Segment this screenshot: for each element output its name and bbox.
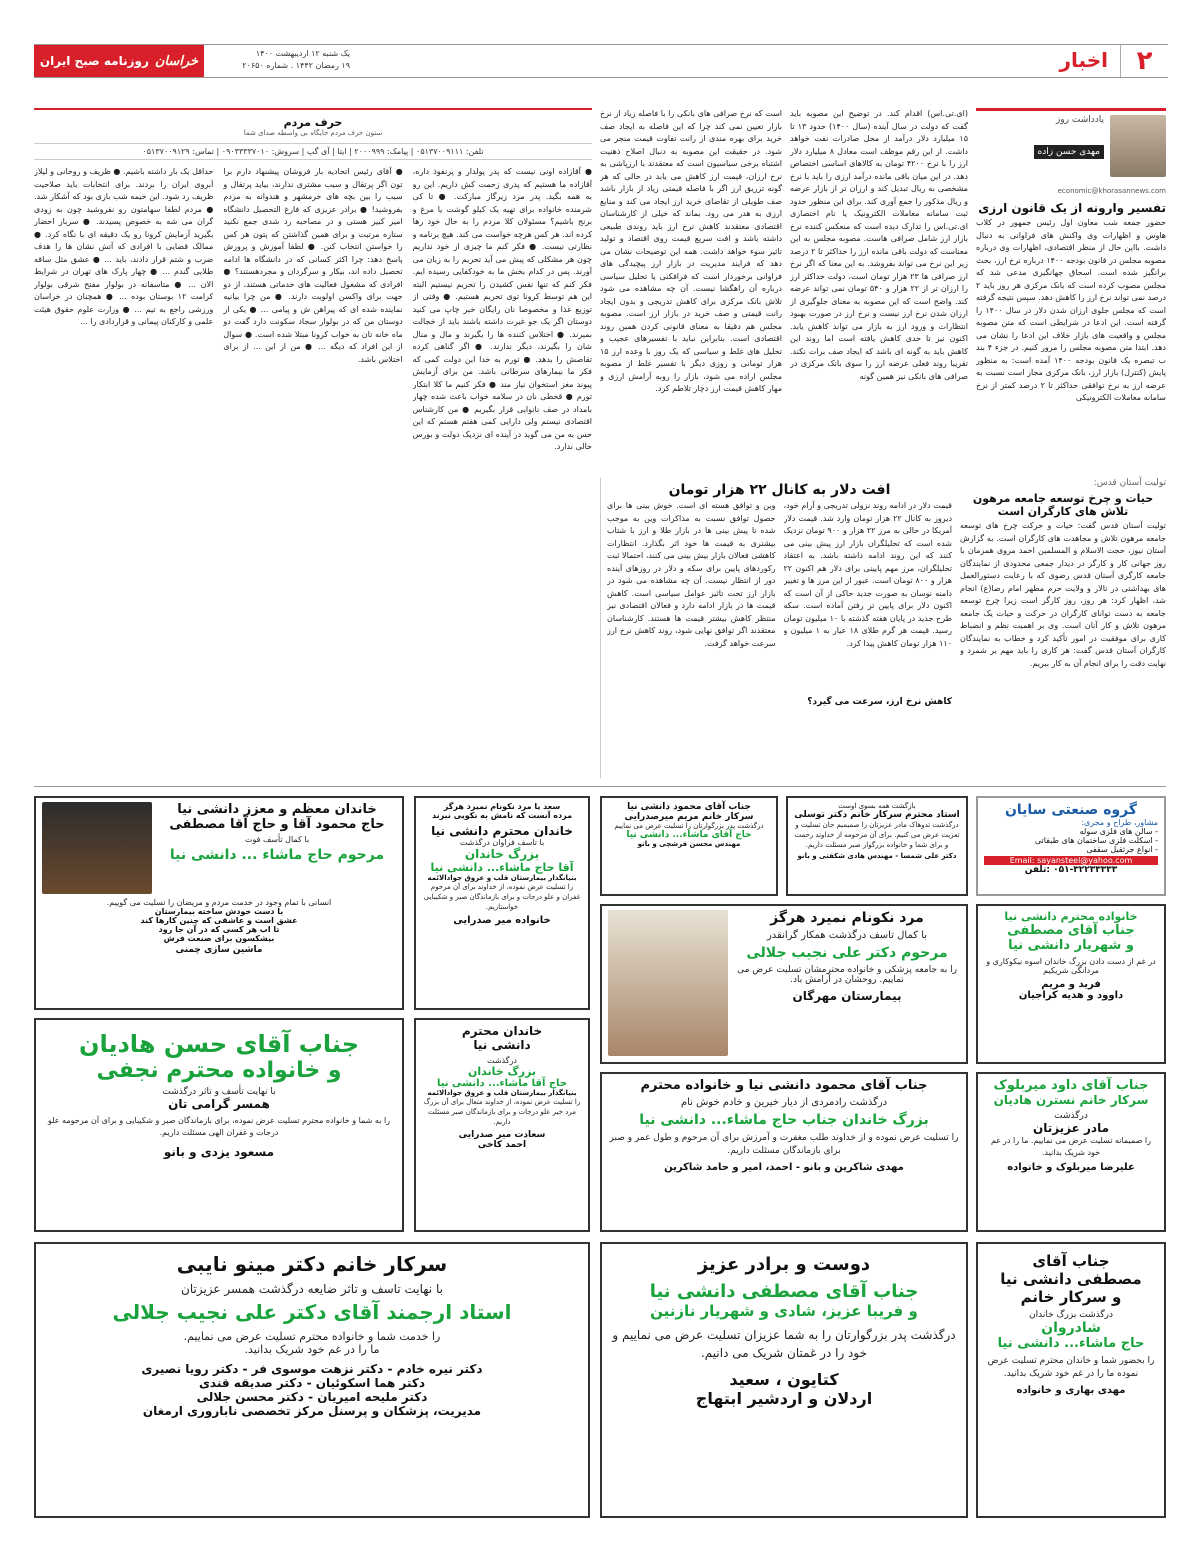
author-name: مهدی حسن زاده [1034,145,1104,159]
saad-green2: آقا حاج ماشاء... دانشی نیا [430,861,574,874]
newspaper-logo [34,45,204,77]
divider [34,786,1166,787]
farivar-l1: جناب آقای مصطفی [1007,923,1135,938]
sayan-email: Email: sayansteel@yahoo.com [984,856,1158,865]
dollar-article [600,478,952,778]
photo-p3: تا اب هر کسی که در آن جا رود [158,925,280,934]
note-body-end: است که نرخ صرافی های بانکی را با فاصله زیاد از نرخ بازار تعیین نمی کند چرا که این فاصله به ایجاد صف خرید برای بهره مندی از رانت تفاوت قیمت منجر می شود. در حقیقت این مصوبه به دنبال اصلاح ذهنیت اشتباه برخی سیاسیون است که معتقدند با ارزپاشی به نرخ ارزان، قیمت ارز کاهش می یابد در حالی که هر گونه تزریق ارز اگر با فاصله قیمتی زیاد از بازار باشد صف طویلی از تقاضای خرید ارز ایجاد می کند و منابع ارزی به هدر می رود. بماند که خیلی از کارشناسان اقتصادی معتقدند کاهش نرخ ارز باید روندی طبیعی داشته باشد و افت سریع قیمت روی اقتصاد و تولید تاثیر سوء خواهد داشت. همه این توضیحات نشان می دهد که فرایند مدیریت در بازار ارز پیچیدگی های فراوانی برخوردار است که فرافکنی یا تحلیل سیاسی درباره آن راهگشا نیست. آن چه مشاهده می شود تلاش بانک مرکزی برای کاهش تدریجی و بدون ایجاد رانت قیمتی و صف خرید در بازار ارز است. مصوبه مجلس هم دقیقا به معنای قانونی کردن همین روند اقتصادی است. بنابراین نباید با تفسیرهای عجیب و تحلیل های غلط و سیاسی که یک روز با وعده ارز ۱۵ هزار تومانی و روزی دیگر با تفسیر غلط از مصوبه مجلس اراده می شود، بازار را روبه آرامش ارزی و مهار کاهش قیمت ارز دچار تلاطم کرد. [600,109,782,393]
ad-tavasoli [786,796,968,896]
mahmoud1-title: جناب آقای محمود دانشی نیا [627,802,751,812]
farivar-title: خانواده محترم دانشی نیا [1004,910,1138,923]
article-body: تولیت آستان قدس گفت: حیات و حرکت چرخ های توسعه جامعه مرهون تلاش و مجاهدت های کارگران است. به گزارش آستان نیوز، حجت الاسلام و المسلمین احمد مروی همزمان با روز جهانی کار و کارگر در دیدار جمعی محدودی از نمایندگان جامعه کارگری آستان قدس رضوی که با رعایت دستورالعمل های بهداشتی در تالار و ولایت حرم مطهر امام رضا(ع) انجام شد، اظهار کرد: هر روز، روز کارگر است زیرا چرخ توسعه جامعه به دست توانای کارگران در حرکت و حیات یک جامعه مرهون تلاش و کار آنان است. وی بر اهمیت نظم و انضباط کاری برای موفقیت در امور تأکید کرد و خطاب به نمایندگان کارگران آستان قدس گفت: هر کاری را باید مهم بر شمرد و نهایت دقت را برای انجام آن به کار ببریم. [960,521,1166,668]
mohtaram-bold: بنیانگذار بیمارستان قلب و عروق جوادالائمه [427,1089,577,1097]
deceased-photo [42,802,152,894]
dollar-subhead: کاهش نرخ ارز، سرعت می گیرد؟ [807,697,952,707]
mostafa-sign: مهدی بهاری و خانواده [1016,1385,1126,1396]
farivar-sign2: داوود و هدیه کراجیان [1018,990,1124,1001]
saad-sign: خانواده میر صدرایی [453,915,551,926]
sayan-l4: - انواع جرثقیل سقفی [1086,845,1158,854]
hadian-bold: همسر گرامی تان [168,1097,270,1111]
minou-s2: دکتر هما اسکوئیان - دکتر صدیقه قندی [198,1376,426,1390]
mirbolouk-sign: علیرضا میربلوک و خانواده [1007,1162,1135,1173]
sayan-l3: - اسکلت فلزی ساختمان های طبقاتی [1034,836,1158,845]
dust-title: دوست و برادر عزیز [697,1254,871,1275]
dollar-title: افت دلار به کانال ۲۲ هزار تومان [668,482,891,498]
sayan-title: گروه صنعتی سایان [1004,802,1138,818]
mostafa-title2: مصطفی دانشی نیا [1000,1270,1142,1288]
hadian-title: جناب آقای حسن هادیان [78,1030,360,1058]
article-title: حیات و چرخ توسعه جامعه مرهون تلاش های کارگران است [972,492,1154,518]
mahmoud1-green: حاج آقای ماشاء... دانشی نیا [626,830,752,840]
note-body: حضور جمعه شب معاون اول رئیس جمهور در کلاب هاوس و اظهارات وی واکنش های فراوانی به دنبال داشت. بااین حال از منظر اقتصادی، اظهارات وی درباره مصوبه مجلس در قانون بودجه ۱۴۰۰ درباره نرخ ارز، بحث برانگیز شده است. اسحاق جهانگیری مدعی شد که مجلس مصوب کرده است که بانک مرکزی هر روز باید ۲ درصد نمی تواند نرخ ارز را کاهش دهد. سپس نتیجه گرفته است که مجلس جلوی ارزان شدن دلار در سال ۱۴۰۰ را گرفته است. این ادعا در شرایطی است که متن مصوبه مجلس و واقعیت های بازار خلاف این ادعا را نشان می دهد. ابتدا متن مصوبه مجلس را مرور کنیم. در جزء ۴ بند ب تبصره یک قانون بودجه ۱۴۰۰ آمده است: به منظور پایش (کنترل) بازار ارز، بانک مرکزی مجاز است نسبت به عرضه ارز به نرخ توافقی حداکثر تا ۲ درصد کمتر از نرخ سامانه معاملات الکترونیکی [976,218,1166,402]
hadian-sub: با نهایت تأسف و تاثر درگذشت [162,1087,276,1097]
tavasoli-top: بازگشت همه بسوی اوست [838,802,916,810]
mirbolouk-body: درگذشت [1054,1111,1088,1121]
logo-tagline: روزنامه صبح ایران [39,54,149,68]
farivar-sign1: فرید و مریم [1041,979,1101,990]
saad-body2: را تسلیت عرض نموده، از خداوند برای آن مرحوم غفران و علو درجات و برای بازماندگان صبر و شکیبایی خواستاریم. [423,883,581,911]
minou-s1: دکتر نیره خادم - دکتر نزهت موسوی فر - دکتر رویا نصیری [141,1362,483,1376]
date-issue: ۱۹ رمضان ۱۴۴۲ . شماره ۲۰۶۵۰ [242,61,350,70]
ad-photo-memorial [34,796,404,1010]
saad-top: سعد یا مرد نکونام نمیرد هرگز [443,802,561,811]
minou-body2: ما را در غم خود شریک بدانید. [244,1343,380,1356]
ad-hadian [34,1018,404,1232]
sayan-l2: - سالن های فلزی سوله [1079,827,1158,836]
jalali-body: را به جامعه پزشکی و خانواده محترمشان تسلیت عرض می نماییم. روحشان در آرامش باد. [737,965,957,985]
people-voice-col-2: ● آقای رئیس اتحادیه بار فروشان پیشنهاد دارم برا تون اگر پرتقال و سیب مشتری ندارند، بیاید پرتقال و سیب را بین بچه های خرمشهر و هندوانه به مردم بفروشید! ● برادر عزیزی که فارغ التحصیل دانشگاه امیر کبیر هستی و در مصاحبه رد شدی جمع نکنید ستاره مرتبت و برای همین گذاشتن که پتون هر کس را خواستن انتخاب کنن. ● لطفا آموزش و پرورش پاسخ دهد: چرا اکثر کسانی که در دانشگاه ها ادامه تحصیل داده اند، بیکار و سرگردان و مجردهستند؟ ● افرادی که مشغول فعالیت های خدماتی هستند، از دو جهت برای واکسن اولویت دارند. ● من چرا بیانیه نماینده شده ای که پیراهن ش و پیامی ... ● یکی از دوستان من که در بولوار سجاد سکونت دارد گفت دو ماه خانه تان به خواب کرونا مبتلا شده است. ● سوال از این افراد که دیگه ... ● من از این ... از برای اختلاس باشد. [223,167,403,364]
minou-green: استاد ارجمند آقای دکتر علی نجیب جلالی [112,1300,512,1324]
ad-saad [414,796,590,1010]
mostafa-green2: حاج ماشاء... دانشی نیا [997,1336,1145,1351]
people-voice-contacts: تلفن: ۰۵۱۳۷۰۰۹۱۱۱ | پیامک: ۲۰۰۰۹۹۹ | ایتا | آی گپ | سروش: ۰۹۰۳۳۳۳۷۰۱۰ | تماس: ۰۵۱۳۷۰۰۹۱۲۹ [34,143,592,160]
ad-mahmoud-2 [600,1072,968,1232]
mirbolouk-title: جناب آقای داود میربلوک [993,1078,1149,1093]
hadian-body: را به شما و خانواده محترم تسلیت عرض نموده، برای بازماندگان صبر و شکیبایی و برای آن مرحومه علو درجات و غفران الهی مسئلت داریم. [47,1116,391,1137]
mahmoud2-sign: مهدی شاکرین و بانو - احمد، امیر و حامد شاکرین [664,1162,904,1173]
people-voice-section [34,108,592,758]
note-kicker: یادداشت روز [1055,115,1104,125]
mahmoud2-sub: درگذشت رادمردی از دیار خیرین و خادم خوش نام [680,1097,888,1108]
photo-p1: با دست خودش ساخته بیمارستان [154,907,284,916]
mohtaram-sign1: سعادت میر صدرایی [458,1130,546,1140]
day-note-column [976,108,1166,464]
page-number: ۲ [1120,45,1168,77]
author-photo [1110,115,1166,177]
mahmoud1-sign: مهندس محسن فرشچی و بانو [637,840,741,848]
section-title: اخبار [1059,48,1108,72]
photo-title2: حاج محمود آقا و حاج آقا مصطفی [169,817,385,832]
dust-sign2: اردلان و اردشیر ابتهاج [695,1389,873,1408]
mohtaram-green2: حاج آقا ماشاء... دانشی نیا [436,1078,568,1089]
mostafa-green: شادروان [1041,1320,1101,1336]
people-voice-title: حرف مردم [283,116,343,129]
mostafa-title: جناب آقای [1032,1252,1110,1270]
note-title: تفسیر وارونه از یک قانون ارزی [978,201,1166,215]
ad-mohtaram [414,1018,590,1232]
mahmoud2-title: جناب آقای محمود دانشی نیا و خانواده محترم [640,1078,928,1093]
mohtaram-body: را تسلیت عرض نموده، از خداوند متعال برای آن بزرگ مرد خیر علو درجات و برای بازماندگان صبر مسئلت داریم. [423,1098,581,1126]
mirbolouk-body2: را صمیمانه تسلیت عرض می نماییم. ما را در غم خود شریک بدانید. [990,1136,1151,1157]
tavasoli-title: استاد محترم سرکار خانم دکتر توسلی [794,810,960,820]
ad-mostafa [976,1242,1166,1518]
note-body-continued: (ای.تی.اس) اقدام کند. در توضیح این مصوبه باید گفت که دولت در سال آینده (سال ۱۴۰۰) حدود ۱۳ تا ۱۵ میلیارد دلار درآمد از محل صادرات نفت خواهد داشت. از این رقم موظف است معادل ۸ میلیارد دلار ارز را با نرخ ۴۲۰۰ تومان به کالاهای اساسی اختصاص دهد. در این میان باقی مانده درآمد ارزی را باید با نرخ مشخصی به ریال تبدیل کند و ارزان تر از بازار عرضه و ریال مذکور را جمع آوری کند. برای این منظور حدود ثبت سامانه معاملات الکترونیک یا نام اختصاری ای.تی.اس را تدارک دیده است که منعکس کننده نرخ بازار ارز شامل صرافی هاست. مصوبه مجلس به این معناست که دولت باقی مانده ارز را حداکثر تا ۲ درصد زیر این نرخ می تواند بفروشد. به این معنا که اگر نرخ ارز صرافی ها ۲۳ هزار تومان است، دولت حداکثر ارز را ارزان تر از ۲۲ هزار و ۵۴۰ تومان نمی تواند عرضه کند. واضح است که این مصوبه به معنای جلوگیری از ارزان شدن نرخ ارز نیست و نرخ ارز در صورت بهبود انتظارات و ورود ارز به بازار می تواند کاهش یابد. اکنون نیز تا حدی کاهش یافته است اما روند این کاهش باید به گونه ای باشد که ایجاد صف برات نکند. تقریبا روند فعلی عرضه ارز را سوی بانک مرکزی در صرافی های بانکی نیز همین گونه [790,109,968,381]
minou-s3: دکتر ملیحه امیریان - دکتر محسن جلالی [196,1390,428,1404]
photo-p2: عشق است و عاشقی که چنین کارها کند [140,916,298,925]
mostafa-title3: و سرکار خانم [1020,1288,1122,1306]
sayan-phone: ۰۵۱-۳۲۲۳۳۳۳۳ :تلفن [1024,865,1118,875]
ad-farivar [976,904,1166,1064]
photo-sub: با کمال تأسف فوت [244,835,310,844]
mohtaram-title2: دانشی نیا [473,1038,531,1052]
jalali-photo [608,910,728,1056]
jalali-sign: بیمارستان مهرگان [792,989,902,1003]
dust-green: جناب آقای مصطفی دانشی نیا [649,1281,919,1302]
mohtaram-sign2: احمد کاخی [477,1140,527,1150]
saad-bold: بنیانگذار بیمارستان قلب و عروق جوادالائمه [427,874,577,882]
mohtaram-sub: درگذشت [487,1056,517,1065]
logo-name: خراسان [154,53,199,69]
date-line [210,48,350,72]
mahmoud2-green: بزرگ خاندان جناب حاج ماشاء... دانشی نیا [639,1112,929,1128]
people-voice-subtitle: ستون حرف مردم جایگاه بی واسطه صدای شما [243,129,383,137]
date-gregorian: یک شنبه ۱۲ اردیبهشت ۱۴۰۰ [255,49,350,58]
photo-sign: ماشین سازی چمنی [175,945,263,955]
farivar-l2: و شهریار دانشی نیا [1008,938,1134,953]
mohtaram-title: خاندان محترم [461,1024,543,1038]
article-kicker: تولیت آستان قدس: [1093,478,1166,488]
photo-body: انسانی با تمام وجود در خدمت مردم و مریضان را تسلیت می گوییم. [106,898,332,907]
farivar-body: در غم از دست دادن بزرگ خاندان اسوه نیکوکاری و مردانگی شریکیم [986,957,1156,975]
page-header [34,44,1168,78]
hadian-sign: مسعود یزدی و بانو [163,1145,275,1159]
author-email: economic@khorasannews.com [1057,187,1166,195]
minou-sub: با نهایت تاسف و تاثر ضایعه درگذشت همسر عزیزتان [181,1282,443,1296]
mostafa-sub: درگذشت بزرگ خاندان [1029,1310,1113,1320]
mohtaram-green: بزرگ خاندان [467,1065,537,1078]
ad-dust [600,1242,968,1518]
astan-qods-article [960,478,1166,778]
jalali-sub: با کمال تاسف درگذشت همکار گرانقدر [766,930,928,941]
dust-green2: و فریبا عزیز، شادی و شهریار نازنین [650,1302,918,1320]
mirbolouk-sub: سرکار خانم نسترن هادیان [993,1093,1149,1107]
people-voice-col-1: ● آقازاده اونی نیست که پدر پولدار و پرنفوذ داره، آقازاده ما هستیم که پدری زحمت کش داریم. این رو به همه بگید. پدر مرد زیرگاز مبارکت. ● تا کی شرمنده خانواده برای تهیه یک کیلو گوشت یا مرغ و برنج باشیم؟ مسئولان کلا مردم را به حال خود رها کرده اند. هر کس هرچه خواست می کند. هیچ برنامه و نظارتی نیست. ● فکر کنم ما چیزی از خود نداریم چون هر مشکلی که پیش می آید تحریم را به زبان می آورند. پس در کدام بخش ما به خودکفایی رسیده ایم. فکر کنم که تنها نفس کشیدن را تحریم نیستیم البته این هم توسط کرونا توی تحریم هستیم. ● وقتی از توزیع غذا و مخصوصا نان رایگان خبر چاپ می کنید دوستان اگر یک جو غیرت داشته باشند باید از خجالت بمیرند. ● اختلاس کننده ها را بگیرند و مال و منال شان را بگیرند، دیگر ندارند. ● اگر گناهی کرده تقاصش را بدهد. ● تورم به خدا این دولت کمی که فکر ما بیمارهای سرطانی باشد. من برای آزمایش پیوند مغز استخوان نیاز مند ● فکر کنیم ما کلا ابتکار تورم ● قحطی نان در سلامه خواب باعث شده چهار بامداد در صف نانوایی قرار بگیریم ● من کارشناس اقتصادی نیستم ولی دارایی کمی هفتم هستم که این حس به من می گوید در آینده ای نزدیک دولت و بورس حالی ندارد. [412,167,592,451]
mahmoud1-sub: سرکار خانم مریم میرصدرایی [624,812,754,822]
mahmoud2-body: را تسلیت عرض نموده و از خداوند طلب مغفرت و آمرزش برای آن مرحوم و طول عمر و صبر برای بازماندگان مسئلت داریم. [609,1133,959,1156]
mirbolouk-bold: مادر عزیزتان [1032,1121,1110,1135]
ad-sayan [976,796,1166,896]
minou-s4: مدیریت، پزشکان و پرسنل مرکز تخصصی ناباروری ارمغان [142,1404,482,1418]
saad-title: خاندان محترم دانشی نیا [431,824,573,838]
jalali-top: مرد نکونام نمیرد هرگز [770,910,924,926]
mostafa-body: را بحضور شما و خاندان محترم تسلیت عرض نموده ما را در غم خود شریک بدانید. [987,1356,1155,1379]
sayan-l1: مشاور، طراح و مجری: [1081,818,1158,827]
dust-body: درگذشت پدر بزرگوارتان را به شما عزیزان تسلیت عرض می نماییم و خود را در غمتان شریک می دانیم. [612,1328,956,1360]
saad-top2: مرده آنست که نامش به نکویی نبرند [431,811,573,820]
hadian-title2: و خانواده محترم نجفی [96,1058,342,1083]
photo-title1: خاندان معظم و معزز دانشی نیا [177,802,377,817]
ad-minou [34,1242,590,1518]
saad-green: بزرگ خاندان [464,847,540,861]
saad-body: با تاسف فراوان درگذشت [459,838,545,847]
minou-title: سرکار خانم دکتر مینو نایبی [176,1252,448,1276]
ad-mahmoud-1 [600,796,778,896]
dollar-body: قیمت دلار در ادامه روند نزولی تدریجی و آرام خود، دیروز به کانال ۲۲ هزار تومان وارد شد. قیمت دلار آمریکا در حالی به مرز ۲۲ هزار و ۹۰۰ تومان نزدیک شده است که تحلیلگران بازار ارز پیش بینی می کنند که این روند ادامه داشته باشد. به اعتقاد تحلیلگران، مرز مهم پایینی برای دلار هم اکنون ۲۲ هزار و ۸۰۰ تومان است. عبور از این مرز ها و تغییر دامنه نوسان به صورت جدید حاکی از آن است که اکنون دلار برای پایین تر رفتن آماده است. سکه طرح جدید در پایان هفته گذشته با ۱۰ میلیون تومان رسید. قیمت هر گرم طلای ۱۸ عیار به ۱ میلیون و ۱۱۰ هزار تومان کاهش پیدا کرد. [783,501,952,648]
photo-green: مرحوم حاج ماشاء ... دانشی نیا [169,847,385,863]
photo-p4: بیشکسون برای صنعت فرش [163,934,275,943]
dollar-body-2: وین و توافق هسته ای است. خوش بینی ها برای حصول توافق نسبت به مذاکرات وین به موجب شده تا پیش بینی ها در بازار طلا و ارز با شتاب بیشتری به قیمت ها خود اثر بگذارد. انتظارات کاهشی فعالان بازار بیش بینی می کنند، احتمالا ثبت رکوردهای پایین برای سکه و دلار در روزهای آینده دور از انتظار نیست. آن چه مشاهده می شود در بازار ارز تحت تاثیر عوامل سیاسی است. کاهش قیمت ها در بازار ادامه دارد و فعالان اقتصادی نیز منتظر کاهش بیشتر قیمت ها هستند. کارشناسان معتقدند اگر توافق نهایی شود، روند کاهش نرخ ارز سرعت خواهد گرفت. [607,501,776,648]
minou-body: را خدمت شما و خانواده محترم تسلیت عرض می نماییم. [183,1330,441,1343]
tavasoli-sign: دکتر علی شمسا - مهندس هادی شکفتی و بانو [797,852,957,860]
ad-jalali [600,904,968,1064]
ad-mirbolouk [976,1072,1166,1232]
jalali-green: مرحوم دکتر علی نجیب جلالی [746,945,948,961]
dust-sign1: کتایون ، سعید [729,1370,839,1389]
people-voice-col-3: حداقل یک بار داشته باشیم. ● ظریف و روحانی و لیلاز آبروی ایران را بردند. برای انتخابات باید صلاحیت ظریف رد شود. این خیمه شب بازی بود که آشکار شد. ● مردم لطفا سهامتون رو نفروشید چون به زودی گران می شه به خصوص پسیدند. ● سرباز احضار بگیرید آزمایش کرونا رو یک دقیقه ای با نگاه کرد. ● ممالک قضایی با افرادی که آتش نشان ها را هدف ضرب و شتم قرار دادند، باید ... ● عشق مثل ساقه طلایی گندم ... ● چهار پارک های تهران در شرایط الان ... ● متاسفانه در بولوار مفتح شرقی بولوار کرامت ۱۲ بوستان بوده ... ● همچنان در خراسان ورزشی راجع به تیم ... ● وزارت علوم حقوق هیئت علمی و کارکنان پیمانی و قراردادی را ... [34,167,214,326]
mahmoud1-body: درگذشت پدر بزرگوارتان را تسلیت عرض می نماییم [614,822,764,830]
tavasoli-body: درگذشت تدوهاک مادر عزیزتان را صمیمیم جان تسلیت و تعزیت عرض می کنیم. برای آن مرحومه از خداوند رحمت و برای شما و خانواده بزرگوار صبر مسئلت داریم. [794,821,960,849]
